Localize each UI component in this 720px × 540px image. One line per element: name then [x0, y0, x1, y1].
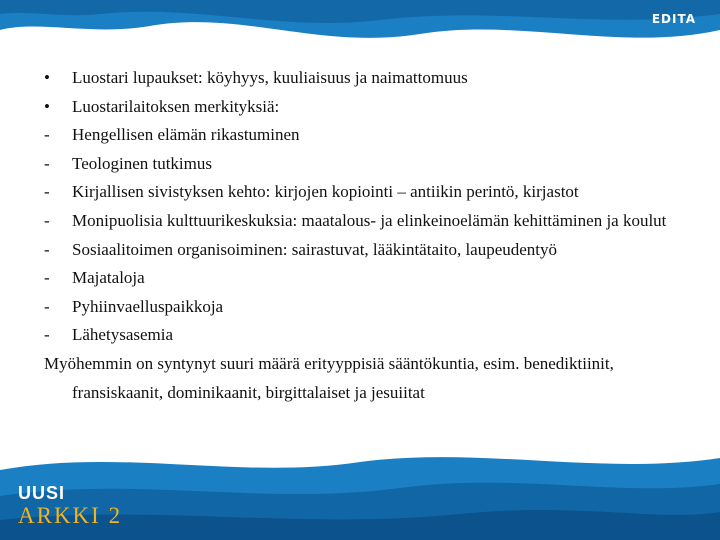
brand-logo: EDITA — [651, 12, 696, 26]
list-item-text: Majataloja — [72, 268, 145, 288]
closing-paragraph: Myöhemmin on syntynyt suuri määrä erityyppisiä sääntökuntia, esim. benediktiinit, fransiskaanit, dominikaanit, birgittalaiset ja jesuiitat — [44, 353, 614, 402]
list-item — [44, 178, 684, 207]
list-item-text: Hengellisen elämän rikastuminen — [72, 125, 300, 145]
list-item — [44, 264, 684, 293]
list-item — [44, 293, 684, 322]
list-item-text: Lähetysasemia — [72, 325, 174, 345]
list-item-text: Kirjallisen sivistyksen kehto: kirjojen kopiointi – antiikin perintö, kirjastot — [72, 182, 579, 202]
dash-marker: - — [44, 239, 50, 259]
logo-line-1: UUSI — [18, 483, 66, 503]
list-item — [44, 64, 684, 93]
dash-marker: - — [44, 125, 50, 145]
dash-marker: - — [44, 210, 50, 230]
dash-marker: - — [44, 325, 50, 345]
list-item-text: Luostari lupaukset: köyhyys, kuuliaisuus ja naimattomuus — [72, 68, 468, 87]
list-item-text: Sosiaalitoimen organisoiminen: sairastuvat, lääkintätaito, laupeudentyö — [72, 239, 558, 259]
bullet-marker: • — [44, 68, 50, 87]
dash-marker: - — [44, 153, 50, 173]
list-item — [44, 93, 684, 122]
list-item — [44, 150, 684, 179]
dash-marker: - — [44, 268, 50, 288]
list-item-text: Pyhiinvaelluspaikkoja — [72, 296, 224, 316]
top-decorative-band — [0, 0, 720, 52]
list-item-text: Teologinen tutkimus — [72, 153, 212, 173]
logo-line-2: ARKKI 2 — [18, 503, 123, 528]
list-item — [44, 321, 684, 350]
dash-marker: - — [44, 182, 50, 202]
list-item-text: Luostarilaitoksen merkityksiä: — [72, 96, 280, 116]
list-item — [44, 121, 684, 150]
slide-body — [44, 64, 684, 407]
list-item — [44, 236, 684, 265]
list-item — [44, 207, 684, 236]
bullet-marker: • — [44, 96, 50, 116]
uusi-arkki-logo — [18, 484, 122, 527]
list-item-text: Monipuolisia kulttuurikeskuksia: maatalous- ja elinkeinoelämän kehittäminen ja koulut — [72, 210, 667, 230]
dash-marker: - — [44, 296, 50, 316]
